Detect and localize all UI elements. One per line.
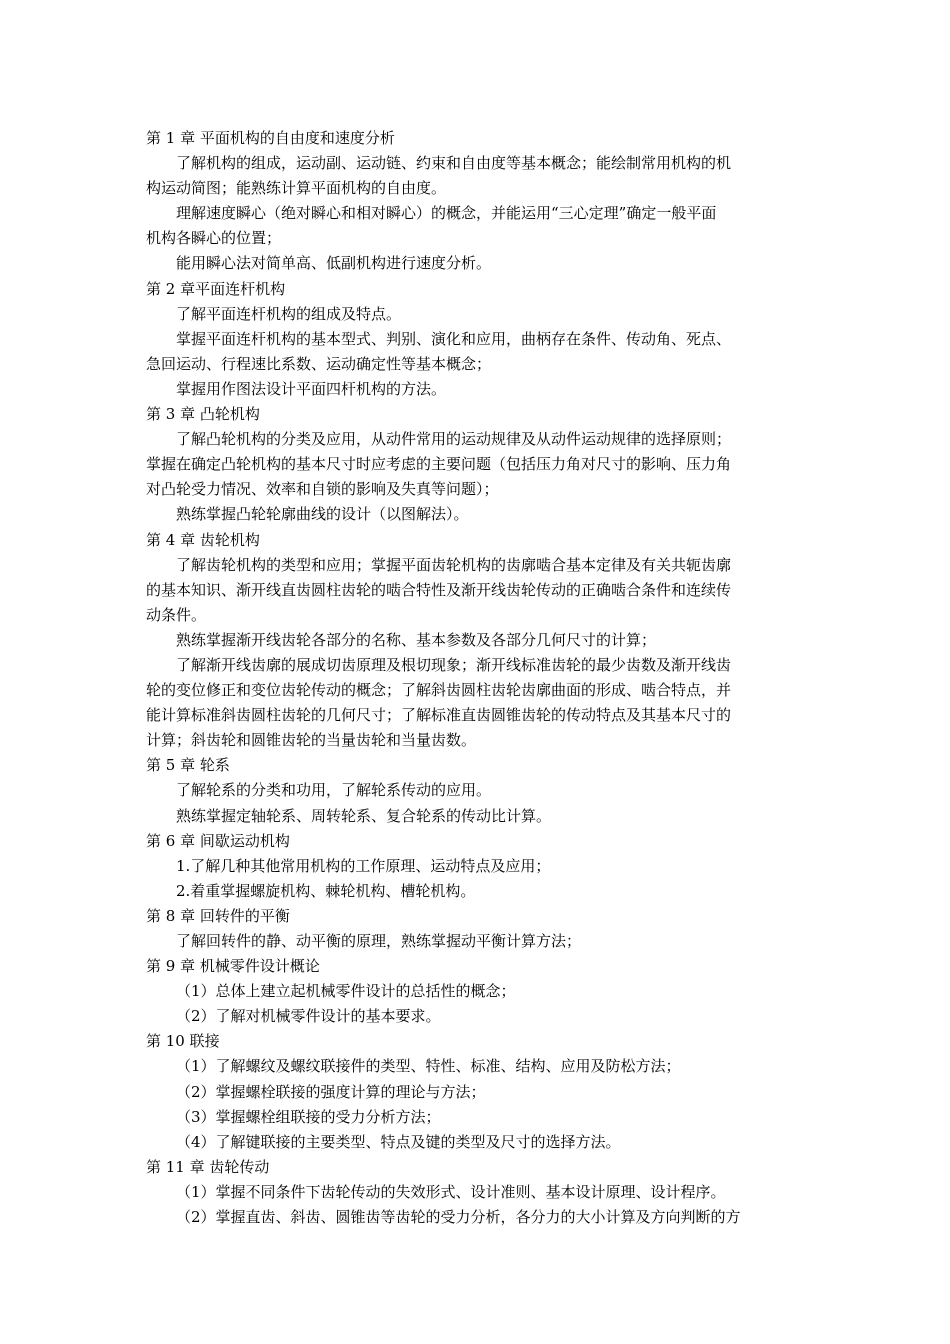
body-text-line: 构运动简图；能熟练计算平面机构的自由度。 <box>146 179 447 198</box>
body-text-line: 了解凸轮机构的分类及应用，从动件常用的运动规律及从动件运动规律的选择原则； <box>176 430 732 449</box>
body-text-line: 对凸轮受力情况、效率和自锁的影响及失真等问题）； <box>146 480 499 499</box>
body-text-line: 了解齿轮机构的类型和应用；掌握平面齿轮机构的齿廓啮合基本定律及有关共轭齿廓 <box>176 555 732 574</box>
body-text-line: 了解回转件的静、动平衡的原理，熟练掌握动平衡计算方法； <box>176 932 582 950</box>
body-text-line: （1）了解螺纹及螺纹联接件的类型、特性、标准、结构、应用及防松方法； <box>176 1057 681 1076</box>
body-text-line: 了解轮系的分类和功用，了解轮系传动的应用。 <box>176 781 492 800</box>
body-text-line: 动条件。 <box>146 605 207 624</box>
body-text-line: （2）了解对机械零件设计的基本要求。 <box>176 1007 441 1026</box>
chapter-heading: 第 10 联接 <box>146 1032 220 1051</box>
body-text-line: 计算；斜齿轮和圆锥齿轮的当量齿轮和当量齿数。 <box>146 731 477 750</box>
body-text-line: （2）掌握直齿、斜齿、圆锥齿等齿轮的受力分析，各分力的大小计算及方向判断的方 <box>176 1208 741 1227</box>
body-text-line: 能计算标准斜齿圆柱齿轮的几何尺寸；了解标准直齿圆锥齿轮的传动特点及其基本尺寸的 <box>146 706 732 725</box>
chapter-heading: 第 8 章 回转件的平衡 <box>146 906 290 925</box>
body-text-line: 理解速度瞬心（绝对瞬心和相对瞬心）的概念，并能运用“三心定理”确定一般平面 <box>176 204 717 223</box>
chapter-heading: 第 9 章 机械零件设计概论 <box>146 957 320 976</box>
body-text-line: 了解渐开线齿廓的展成切齿原理及根切现象；渐开线标准齿轮的最少齿数及渐开线齿 <box>176 655 732 674</box>
chapter-heading: 第 5 章 轮系 <box>146 756 230 775</box>
body-text-line: 熟练掌握定轴轮系、周转轮系、复合轮系的传动比计算。 <box>176 806 552 825</box>
body-text-line: 熟练掌握渐开线齿轮各部分的名称、基本参数及各部分几何尺寸的计算； <box>176 630 657 649</box>
body-text-line: 的基本知识、渐开线直齿圆柱齿轮的啮合特性及渐开线齿轮传动的正确啮合条件和连续传 <box>146 580 732 599</box>
chapter-heading: 第 6 章 间歇运动机构 <box>146 831 290 850</box>
chapter-heading: 第 2 章平面连杆机构 <box>146 279 286 298</box>
chapter-heading: 第 4 章 齿轮机构 <box>146 530 260 549</box>
body-text-line: 2.着重掌握螺旋机构、棘轮机构、槽轮机构。 <box>176 881 476 900</box>
body-text-line: 1.了解几种其他常用机构的工作原理、运动特点及应用； <box>176 856 551 875</box>
body-text-line: 了解平面连杆机构的组成及特点。 <box>176 304 402 323</box>
body-text-line: 轮的变位修正和变位齿轮传动的概念；了解斜齿圆柱齿轮齿廓曲面的形成、啮合特点，并 <box>146 681 732 700</box>
body-text-line: 掌握在确定凸轮机构的基本尺寸时应考虑的主要问题（包括压力角对尺寸的影响、压力角 <box>146 455 732 474</box>
body-text-line: 了解机构的组成，运动副、运动链、约束和自由度等基本概念；能绘制常用机构的机 <box>176 154 732 173</box>
body-text-line: 能用瞬心法对简单高、低副机构进行速度分析。 <box>176 254 492 273</box>
chapter-heading: 第 11 章 齿轮传动 <box>146 1157 270 1176</box>
body-text-line: 熟练掌握凸轮轮廓曲线的设计（以图解法）。 <box>176 505 469 524</box>
body-text-line: （2）掌握螺栓联接的强度计算的理论与方法； <box>176 1082 486 1101</box>
body-text-line: （3）掌握螺栓组联接的受力分析方法； <box>176 1107 441 1126</box>
body-text-line: （4）了解键联接的主要类型、特点及键的类型及尺寸的选择方法。 <box>176 1132 621 1151</box>
chapter-heading: 第 3 章 凸轮机构 <box>146 405 260 424</box>
body-text-line: 掌握平面连杆机构的基本型式、判别、演化和应用，曲柄存在条件、传动角、死点、 <box>176 329 732 348</box>
body-text-line: 机构各瞬心的位置； <box>146 229 282 248</box>
body-text-line: （1）总体上建立起机械零件设计的总括性的概念； <box>176 982 516 1001</box>
body-text-line: 急回运动、行程速比系数、运动确定性等基本概念； <box>146 354 492 373</box>
body-text-line: （1）掌握不同条件下齿轮传动的失效形式、设计准则、基本设计原理、设计程序。 <box>176 1182 726 1201</box>
chapter-heading: 第 1 章 平面机构的自由度和速度分析 <box>146 129 395 147</box>
body-text-line: 掌握用作图法设计平面四杆机构的方法。 <box>176 379 447 398</box>
document-page <box>146 126 806 1230</box>
